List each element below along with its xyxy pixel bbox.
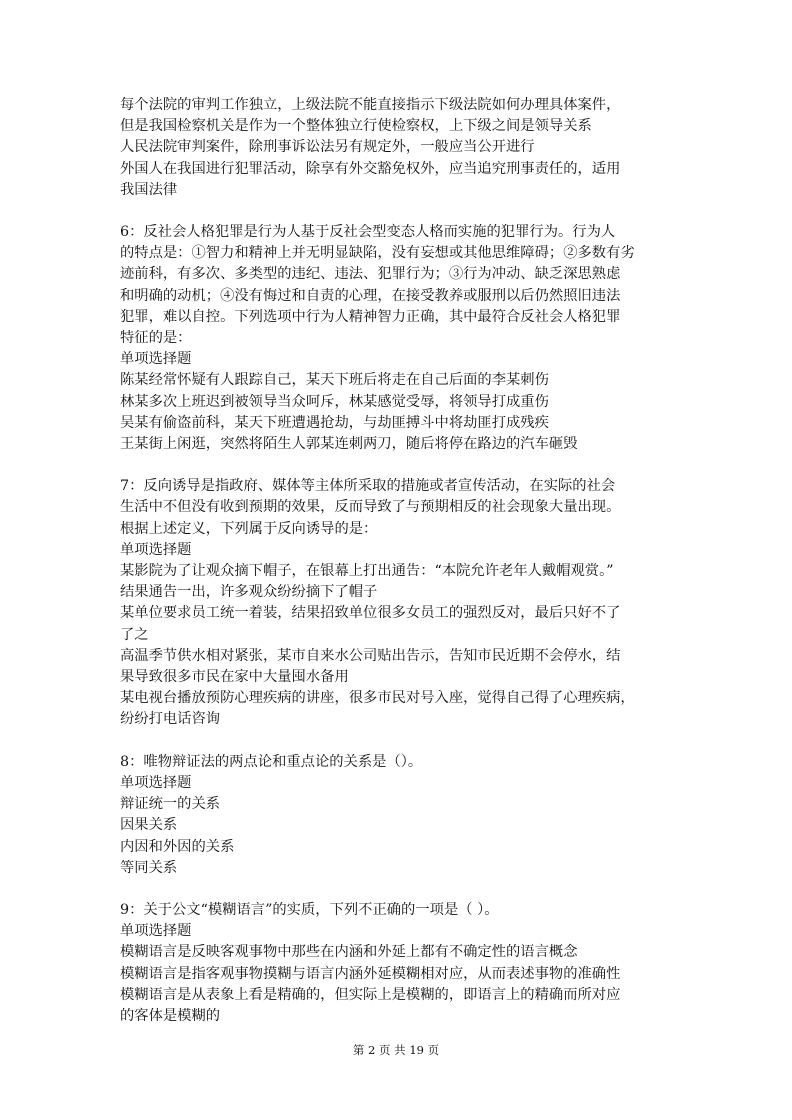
- intro-line: 但是我国检察机关是作为一个整体独立行使检察权，上下级之间是领导关系: [120, 118, 592, 135]
- spacer: [120, 455, 676, 476]
- question-stem: 9：关于公文“模糊语言”的实质，下列不正确的一项是（ ）。: [120, 901, 499, 918]
- spacer: [120, 201, 676, 222]
- question-type: 单项选择题: [120, 923, 192, 940]
- question-stem: 和明确的动机；④没有悔过和自责的心理，在接受教养或服刑以后仍然照旧违法: [120, 287, 621, 304]
- intro-line: 每个法院的审判工作独立，上级法院不能直接指示下级法院如何办理具体案件，: [120, 97, 621, 113]
- option-line: 结果通告一出，许多观众纷纷摘下了帽子: [120, 584, 378, 601]
- option-line: 模糊语言是从表象上看是精确的，但实际上是模糊的，即语言上的精确而所对应: [120, 986, 621, 1003]
- intro-line: 人民法院审判案件，除刑事诉讼法另有规定外，一般应当公开进行: [120, 139, 535, 156]
- question-6: [120, 222, 676, 455]
- spacer: [120, 731, 676, 752]
- question-stem: 8：唯物辩证法的两点论和重点论的关系是（）。: [120, 753, 423, 770]
- question-8: [120, 752, 676, 879]
- document-body: [120, 95, 676, 1027]
- option-line: 吴某有偷盗前科，某天下班遭遇抢劫，与劫匪搏斗中将劫匪打成残疾: [120, 414, 549, 431]
- option-line: 陈某经常怀疑有人跟踪自己，某天下班后将走在自己后面的李某刺伤: [120, 372, 549, 389]
- question-stem: 生活中不但没有收到预期的效果，反而导致了与预期相反的社会现象大量出现。: [120, 499, 621, 516]
- option-line: 林某多次上班迟到被领导当众呵斥，林某感觉受辱，将领导打成重伤: [120, 393, 549, 410]
- question-stem: 根据上述定义，下列属于反向诱导的是：: [120, 520, 378, 537]
- question-stem: 的特点是：①智力和精神上并无明显缺陷，没有妄想或其他思维障碍；②多数有劣: [120, 245, 635, 262]
- page-number: 第 2 页 共 19 页: [352, 1043, 440, 1057]
- option-line: 某影院为了让观众摘下帽子，在银幕上打出通告：“本院允许老年人戴帽观赏。”: [120, 563, 614, 580]
- question-9: [120, 900, 676, 1027]
- intro-line: 外国人在我国进行犯罪活动，除享有外交豁免权外，应当追究刑事责任的，适用: [120, 160, 621, 177]
- option-line: 因果关系: [120, 817, 178, 834]
- spacer: [120, 879, 676, 900]
- question-stem: 迹前科，有多次、多类型的违纪、违法、犯罪行为；③行为冲动、缺乏深思熟虑: [120, 266, 621, 283]
- option-line: 高温季节供水相对紧张，某市自来水公司贴出告示，告知市民近期不会停水，结: [120, 647, 621, 664]
- question-stem: 6：反社会人格犯罪是行为人基于反社会型变态人格而实施的犯罪行为。行为人: [120, 224, 616, 241]
- question-7: [120, 476, 676, 730]
- option-line: 某单位要求员工统一着装，结果招致单位很多女员工的强烈反对，最后只好不了: [120, 605, 621, 622]
- option-line: 纷纷打电话咨询: [120, 711, 221, 728]
- question-stem: 7：反向诱导是指政府、媒体等主体所采取的措施或者宣传活动，在实际的社会: [120, 478, 616, 495]
- intro-line: 我国法律: [120, 181, 178, 198]
- option-line: 的客体是模糊的: [120, 1007, 221, 1024]
- option-line: 等同关系: [120, 859, 178, 876]
- option-line: 模糊语言是指客观事物摸糊与语言内涵外延模糊相对应，从而表述事物的准确性: [120, 965, 621, 982]
- option-line: 辩证统一的关系: [120, 796, 221, 813]
- question-stem: 特征的是：: [120, 330, 192, 347]
- question-type: 单项选择题: [120, 351, 192, 368]
- option-line: 内因和外因的关系: [120, 838, 235, 855]
- option-line: 王某街上闲逛，突然将陌生人郭某连刺两刀，随后将停在路边的汽车砸毁: [120, 436, 578, 453]
- option-line: 果导致很多市民在家中大量囤水备用: [120, 669, 349, 686]
- question-type: 单项选择题: [120, 541, 192, 558]
- intro-block: [120, 95, 676, 201]
- question-stem: 犯罪，难以自控。下列选项中行为人精神智力正确，其中最符合反社会人格犯罪: [120, 308, 621, 325]
- option-line: 某电视台播放预防心理疾病的讲座，很多市民对号入座，觉得自己得了心理疾病，: [120, 690, 635, 707]
- option-line: 模糊语言是反映客观事物中那些在内涵和外延上都有不确定性的语言概念: [120, 944, 578, 961]
- question-type: 单项选择题: [120, 774, 192, 791]
- option-line: 了之: [120, 626, 149, 643]
